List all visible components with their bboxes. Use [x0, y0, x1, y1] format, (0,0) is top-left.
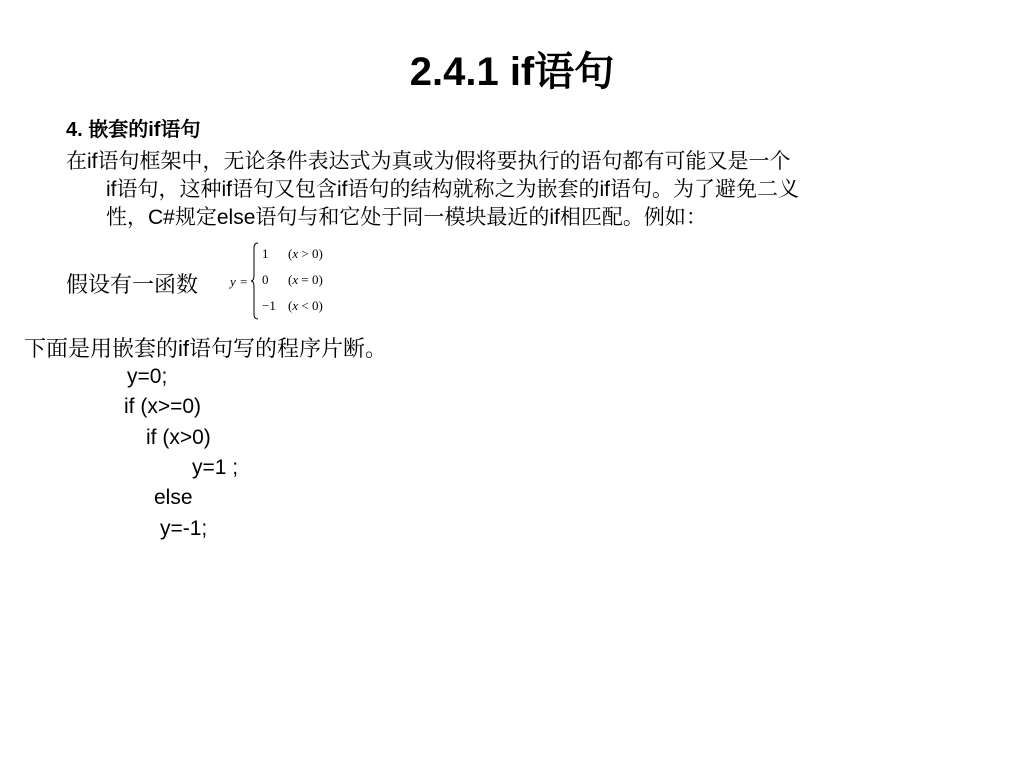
- paragraph-line-1: 在if语句框架中，无论条件表达式为真或为假将要执行的语句都有可能又是一个: [66, 150, 791, 173]
- left-brace-icon: [250, 242, 260, 320]
- code-line-1: y=0;: [127, 365, 168, 388]
- case-condition-2: (x = 0): [288, 272, 323, 287]
- case-value-2: 0: [262, 272, 269, 287]
- paragraph-line-2: if语句，这种if语句又包含if语句的结构就称之为嵌套的if语句。为了避免二义: [106, 178, 799, 201]
- code-line-2: if (x>=0): [124, 395, 202, 418]
- case-condition-1: (x > 0): [288, 246, 323, 261]
- function-label: 假设有一函数: [66, 272, 199, 297]
- formula-equals: =: [240, 274, 248, 289]
- code-line-3: if (x>0): [146, 426, 211, 449]
- case-condition-3: (x < 0): [288, 298, 323, 313]
- case-value-1: 1: [262, 246, 269, 261]
- section-subheading: 4. 嵌套的if语句: [66, 119, 201, 141]
- formula-lhs: y: [230, 274, 236, 289]
- code-intro-text: 下面是用嵌套的if语句写的程序片断。: [24, 336, 388, 361]
- slide-title: 2.4.1 if语句: [409, 50, 615, 94]
- case-value-3: −1: [262, 298, 276, 313]
- code-line-4: y=1 ;: [192, 456, 239, 479]
- paragraph-line-3: 性，C#规定else语句与和它处于同一模块最近的if相匹配。例如：: [106, 206, 707, 229]
- code-line-6: y=-1;: [160, 517, 208, 540]
- code-line-5: else: [154, 486, 193, 509]
- piecewise-formula: [226, 238, 356, 324]
